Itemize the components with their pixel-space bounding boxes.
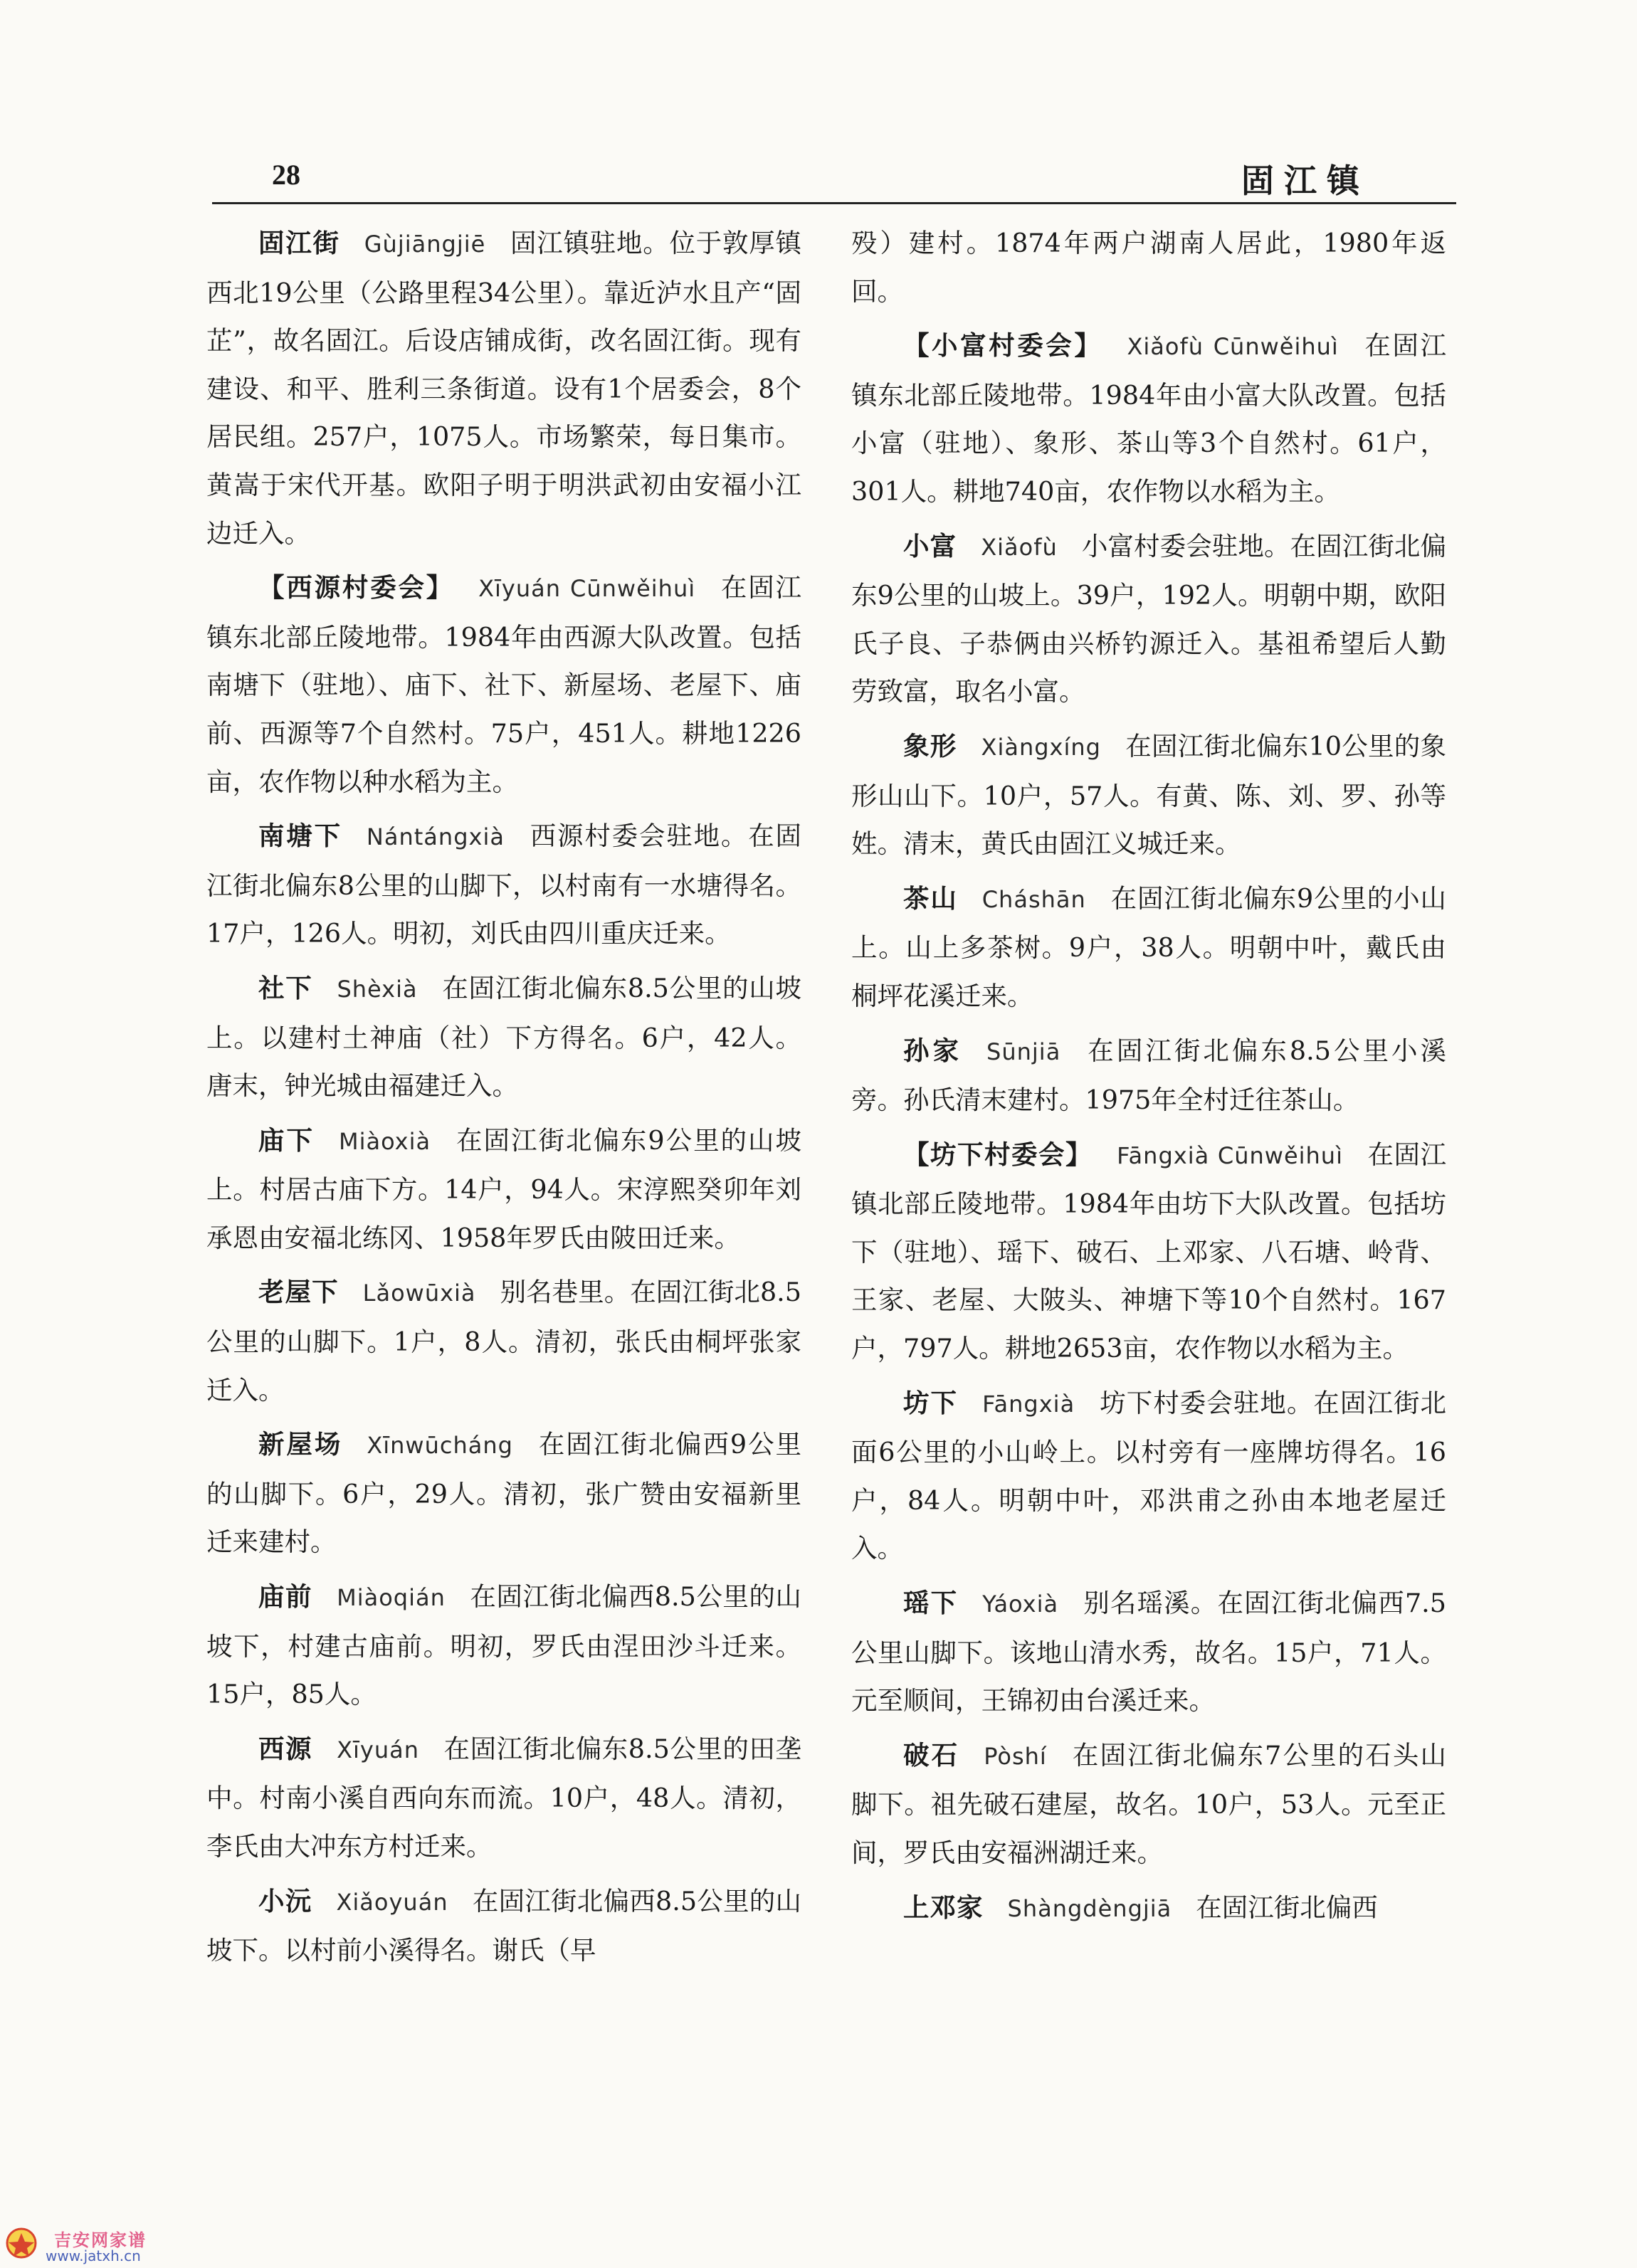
gazetteer-entry [206,1725,801,1871]
right-column [851,219,1446,1939]
entry-text: 在固江街北偏西9公里的山脚下。6户，29人。清初，张广赞由安福新里迁来建村。 [206,1429,801,1558]
entry-text: 在固江街北偏东8.5公里的田垄中。村南小溪自西向东而流。10户，48人。清初，李氏由大冲东方村迁来。 [206,1733,801,1862]
entry-text: 西源村委会驻地。在固江街北偏东8公里的山脚下，以村南有一水塘得名。17户，126人。明初，刘氏由四川重庆迁来。 [206,821,802,949]
entry-term: 社下 [258,972,313,1003]
entry-term: 老屋下 [258,1277,339,1308]
gazetteer-entry [851,1731,1446,1877]
entry-text: 小富村委会驻地。在固江街北偏东9公里的山坡上。39户，192人。明朝中期，欧阳氏子良、子恭俩由兴桥钓源迁入。基祖希望后人勤劳致富，取名小富。 [851,530,1447,707]
entry-text: 在固江镇东北部丘陵地带。1984年由小富大队改置。包括小富（驻地）、象形、茶山等3个自然村。61户，301人。耕地740亩，农作物以水稻为主。 [851,330,1447,507]
entry-pinyin: Cháshān [981,885,1086,913]
gazetteer-entry [851,1884,1446,1934]
entry-term: 庙前 [258,1581,313,1613]
entry-text: 在固江街北偏西 [1196,1892,1378,1923]
entry-pinyin: Miàoqián [337,1584,446,1612]
entry-pinyin: Shàngdèngjiā [1007,1894,1172,1922]
entry-pinyin: Xiǎofù Cūnwěihuì [1127,333,1339,361]
entry-text: 别名巷里。在固江街北8.5公里的山脚下。1户，8人。清初，张氏由桐坪张家迁入。 [206,1277,801,1405]
entry-term: 小富 [903,530,957,561]
entry-term: 【小富村委会】 [903,330,1103,362]
gazetteer-entry [206,812,801,958]
entry-text: 在固江街北偏东9公里的小山上。山上多茶树。9户，38人。明朝中叶，戴氏由桐坪花溪迁来。 [851,882,1446,1011]
left-column [206,219,801,1981]
entry-term: 孙家 [903,1035,963,1066]
gazetteer-entry [206,1573,801,1719]
entry-pinyin: Gùjiāngjiē [364,231,486,258]
gazetteer-entry [206,1117,801,1262]
gazetteer-entry [851,1379,1446,1573]
entry-text: 在固江街北偏东8.5公里小溪旁。孙氏清末建村。1975年全村迁往茶山。 [851,1035,1446,1116]
watermark-logo-icon [6,2227,37,2259]
entry-term: 茶山 [903,882,958,914]
entry-pinyin: Nántángxià [366,823,505,851]
entry-pinyin: Fāngxià Cūnwěihuì [1117,1141,1343,1169]
watermark-text: 吉安网家谱 [54,2230,147,2250]
entry-term: 小沅 [258,1885,312,1916]
gazetteer-entry [206,964,801,1110]
entry-text: 殁）建村。1874年两户湖南人居此，1980年返回。 [851,228,1446,307]
running-head: 固江镇 [1241,162,1369,200]
entry-term: 固江街 [258,228,340,258]
gazetteer-entry [851,219,1446,315]
gazetteer-entry [206,564,801,806]
entry-text: 在固江街北偏西8.5公里的山坡下。以村前小溪得名。谢氏（早 [206,1885,801,1966]
entry-term: 庙下 [258,1124,315,1156]
entry-text: 在固江镇北部丘陵地带。1984年由坊下大队改置。包括坊下（驻地）、瑶下、破石、上邓家、八石塘、岭背、王家、老屋、大陂头、神塘下等10个自然村。167户，797人。耕地2653亩，农作物以水稻为主。 [851,1139,1447,1364]
gazetteer-entry [851,1579,1446,1725]
gazetteer-entry [206,1268,801,1414]
entry-term: 瑶下 [903,1588,959,1619]
gazetteer-entry [851,722,1446,868]
entry-pinyin: Xīnwūcháng [367,1432,513,1460]
entry-term: 上邓家 [903,1892,984,1923]
entry-term: 西源 [258,1733,313,1764]
entry-pinyin: Miàoxià [338,1127,431,1155]
header-rule [212,202,1456,204]
entry-pinyin: Xiàngxíng [981,733,1101,761]
entry-text: 在固江街北偏东10公里的象形山山下。10户，57人。有黄、陈、刘、罗、孙等姓。清末，黄氏由固江义城迁来。 [851,730,1446,860]
page-number: 28 [272,159,300,191]
entry-pinyin: Lǎowūxià [362,1280,476,1307]
entry-pinyin: Xiǎofù [981,533,1058,561]
entry-term: 新屋场 [258,1429,343,1460]
entry-text: 在固江街北偏东7公里的石头山脚下。祖先破石建屋，故名。10户，53人。元至正间，罗氏由安福洲湖迁来。 [851,1739,1446,1868]
entry-term: 【西源村委会】 [258,572,455,603]
entry-term: 坊下 [903,1387,959,1418]
watermark-url: www.jatxh.cn [46,2247,141,2264]
entry-term: 象形 [903,730,957,761]
site-watermark [4,2226,275,2266]
gazetteer-entry [851,875,1446,1020]
entry-text: 别名瑶溪。在固江街北偏西7.5公里山脚下。该地山清水秀，故名。15户，71人。元至顺间，王锦初由台溪迁来。 [851,1588,1446,1716]
entry-pinyin: Sūnjiā [986,1038,1061,1065]
gazetteer-entry [206,1420,801,1566]
entry-pinyin: Xīyuán Cūnwěihuì [478,575,696,603]
gazetteer-entry [851,1027,1446,1124]
gazetteer-entry [851,322,1446,515]
gazetteer-entry [851,522,1446,716]
entry-pinyin: Yáoxià [982,1591,1059,1618]
gazetteer-entry [851,1131,1446,1373]
entry-term: 【坊下村委会】 [903,1139,1093,1170]
entry-text: 在固江镇东北部丘陵地带。1984年由西源大队改置。包括南塘下（驻地）、庙下、社下、新屋场、老屋下、庙前、西源等7个自然村。75户，451人。耕地1226亩，农作物以种水稻为主。 [206,572,802,797]
entry-pinyin: Fāngxià [982,1390,1075,1418]
entry-pinyin: Xīyuán [337,1736,419,1763]
entry-text: 固江镇驻地。位于敦厚镇西北19公里（公路里程34公里）。靠近泸水且产“固芷”，故名固江。后设店铺成街，改名固江街。现有建设、和平、胜利三条街道。设有1个居委会，8个居民组。257户，1075人。市场繁荣，每日集市。黄嵩于宋代开基。欧阳子明于明洪武初由安福小江边迁入。 [206,228,802,549]
gazetteer-entry [206,219,801,557]
entry-pinyin: Xiǎoyuán [336,1888,448,1916]
entry-pinyin: Pòshí [984,1742,1047,1770]
entry-text: 在固江街北偏东9公里的山坡上。村居古庙下方。14户，94人。宋淳熙癸卯年刘承恩由安福北练冈、1958年罗氏由陂田迁来。 [206,1124,801,1253]
entry-text: 在固江街北偏东8.5公里的山坡上。以建村土神庙（社）下方得名。6户，42人。唐末，钟光城由福建迁入。 [206,972,801,1102]
entry-term: 南塘下 [258,821,342,852]
entry-text: 坊下村委会驻地。在固江街北面6公里的小山岭上。以村旁有一座牌坊得名。16户，84人。明朝中叶，邓洪甫之孙由本地老屋迁入。 [851,1387,1447,1564]
entry-pinyin: Shèxià [337,975,418,1003]
entry-term: 破石 [903,1739,960,1771]
entry-text: 在固江街北偏西8.5公里的山坡下，村建古庙前。明初，罗氏由涅田沙斗迁来。15户，85人。 [206,1581,801,1710]
gazetteer-entry [206,1877,801,1975]
